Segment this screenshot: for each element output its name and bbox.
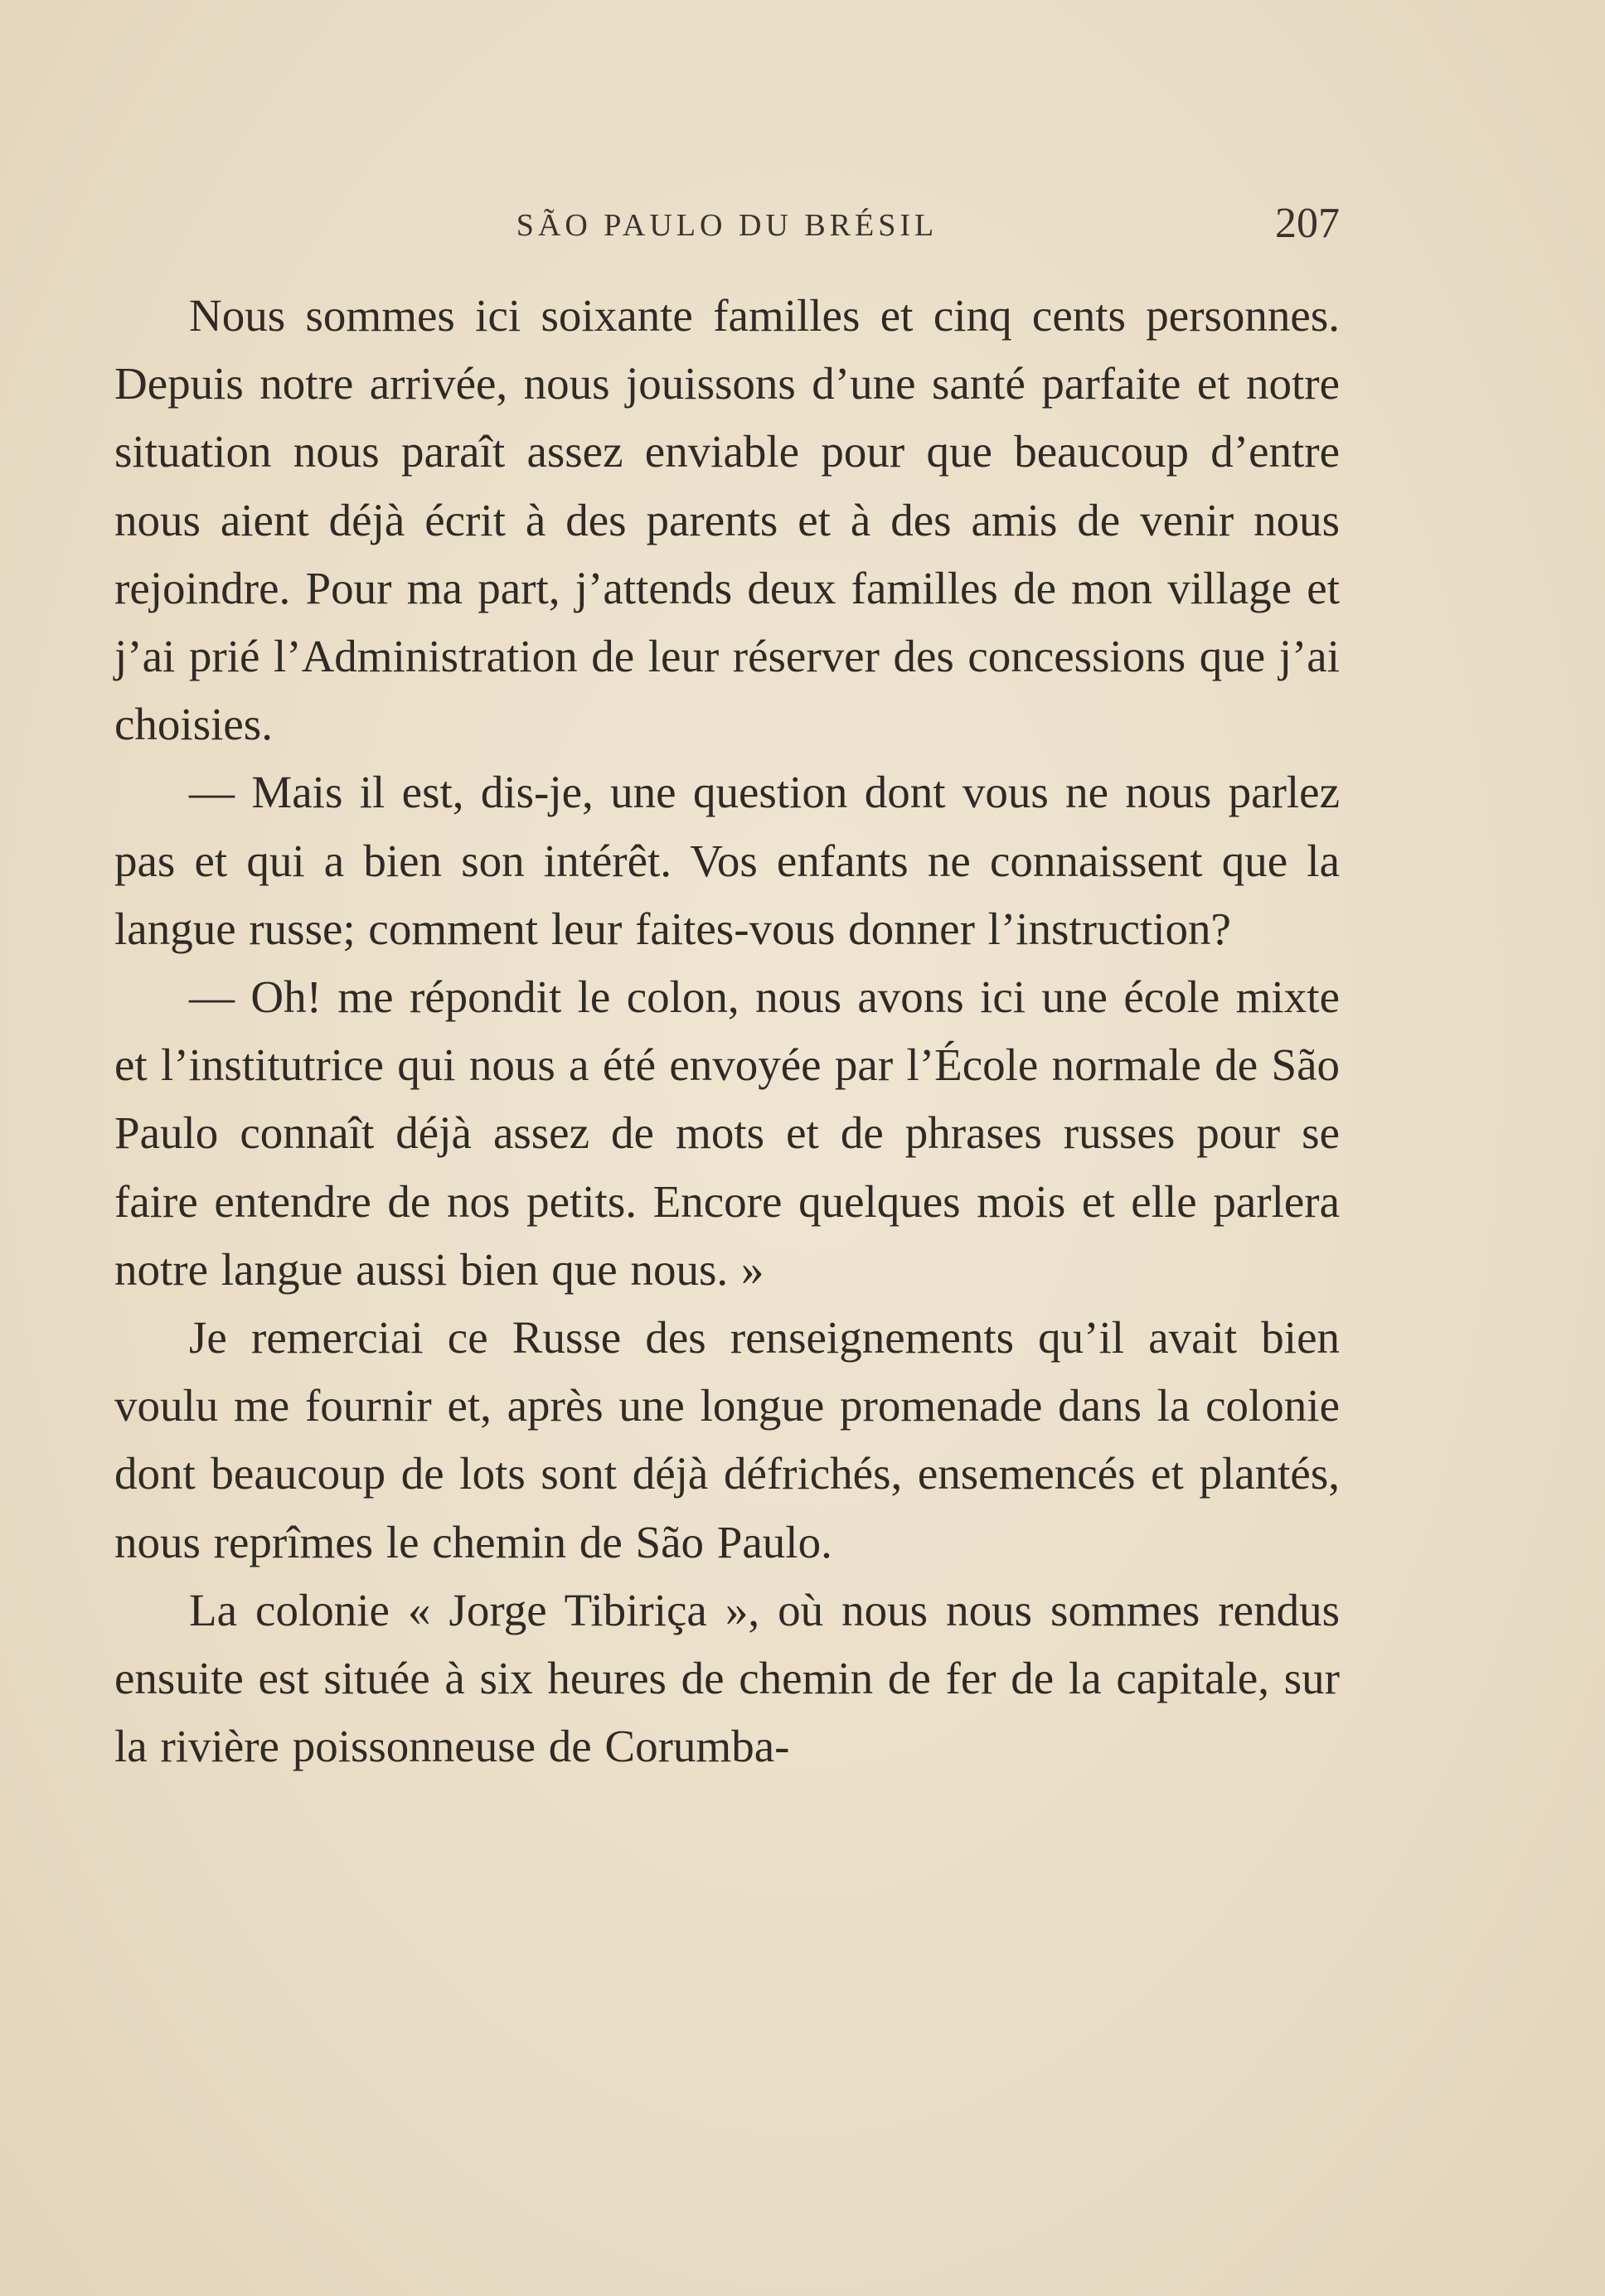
page-header <box>114 199 1340 257</box>
paragraph-5: La colonie « Jorge Tibiriça », où nous nous sommes rendus ensuite est située à six heures de chemin de fer de la capitale, sur la rivière poissonneuse de Corumba- <box>114 1584 1340 1772</box>
paragraph-2: — Mais il est, dis-je, une question dont vous ne nous parlez pas et qui a bien son intérêt. Vos enfants ne connaissent que la langue russe; comment leur faites-vous donner l’instruction? <box>114 767 1340 954</box>
paragraph-4: Je remerciai ce Russe des renseignements qu’il avait bien voulu me fournir et, après une longue promenade dans la colonie dont beaucoup de lots sont déjà défrichés, ensemencés et plantés, nous reprîmes le chemin de São Paulo. <box>114 1312 1340 1567</box>
paragraph-1: Nous sommes ici soixante familles et cinq cents personnes. Depuis notre arrivée, nous jouissons d’une santé parfaite et notre situation nous paraît assez enviable pour que beaucoup d’entre nous aient déjà écrit à des parents et à des amis de venir nous rejoindre. Pour ma part, j’attends deux familles de mon village et j’ai prié l’Administration de leur réserver des concessions que j’ai choisies. <box>114 290 1340 750</box>
body-text <box>114 282 1340 1780</box>
paragraph-3: — Oh! me répondit le colon, nous avons ici une école mixte et l’institutrice qui nous a été envoyée par l’École normale de São Paulo connaît déjà assez de mots et de phrases russes pour se faire entendre de nos petits. Encore quelques mois et elle parlera notre langue aussi bien que nous. » <box>114 971 1340 1295</box>
page-number: 207 <box>1275 200 1340 247</box>
running-title: SÃO PAULO DU BRÉSIL <box>516 208 938 243</box>
